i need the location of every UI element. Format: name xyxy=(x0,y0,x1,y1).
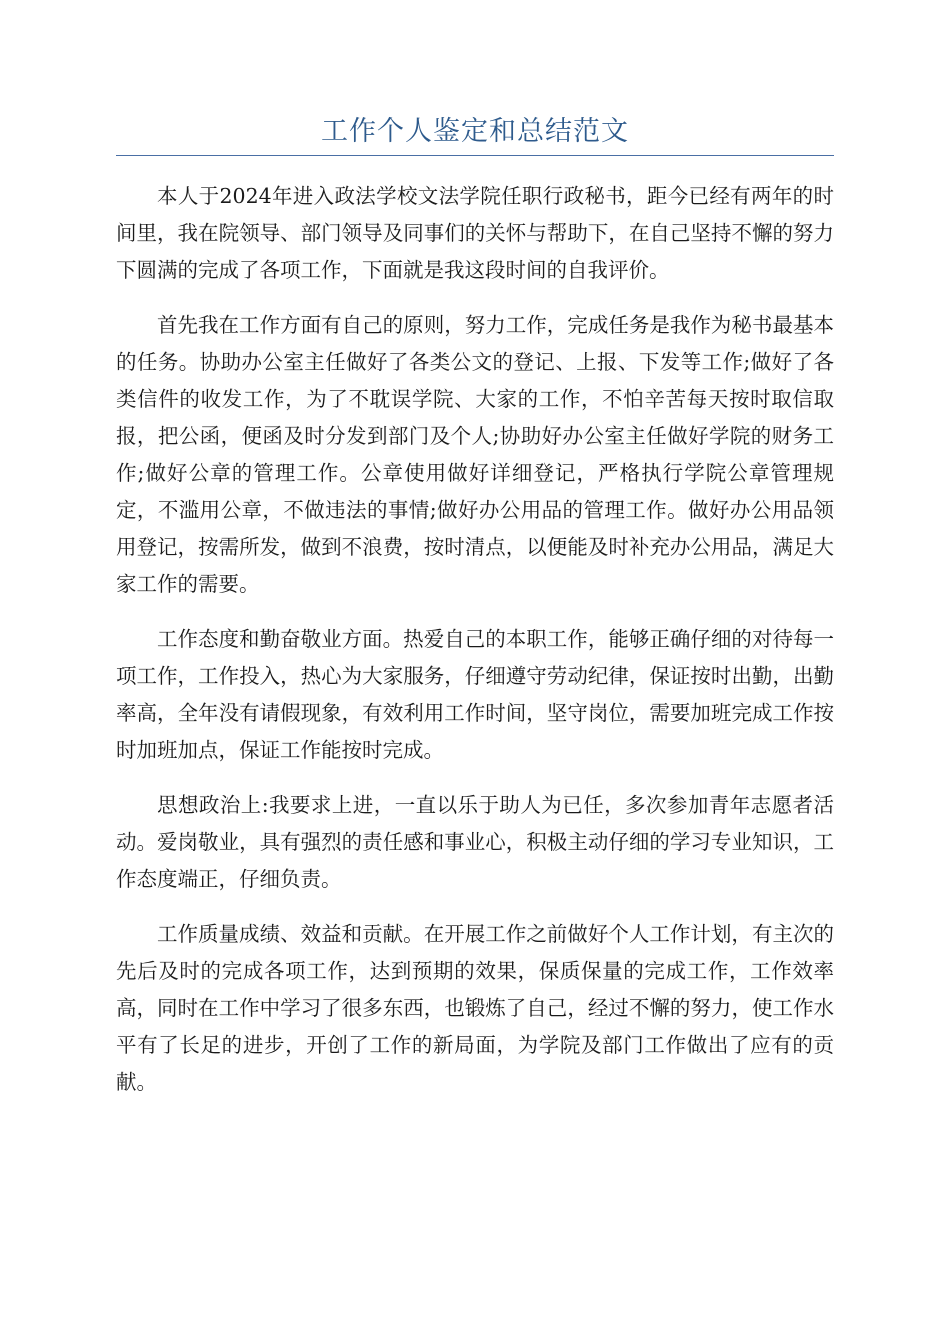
paragraph-work-attitude: 工作态度和勤奋敬业方面。热爱自己的本职工作，能够正确仔细的对待每一项工作，工作投入，热心为大家服务，仔细遵守劳动纪律，保证按时出勤，出勤率高，全年没有请假现象，有效利用工作时间，坚守岗位，需要加班完成工作按时加班加点，保证工作能按时完成。 xyxy=(116,627,834,763)
paragraph-work-principles: 首先我在工作方面有自己的原则，努力工作，完成任务是我作为秘书最基本的任务。协助办公室主任做好了各类公文的登记、上报、下发等工作;做好了各类信件的收发工作，为了不耽误学院、大家的工作，不怕辛苦每天按时取信取报，把公函，便函及时分发到部门及个人;协助好办公室主任做好学院的财务工作;做好公章的管理工作。公章使用做好详细登记，严格执行学院公章管理规定，不滥用公章，不做违法的事情;做好办公用品的管理工作。做好办公用品领用登记，按需所发，做到不浪费，按时清点，以便能及时补充办公用品，满足大家工作的需要。 xyxy=(116,313,834,597)
paragraph-intro: 本人于2024年进入政法学校文法学院任职行政秘书，距今已经有两年的时间里，我在院领导、部门领导及同事们的关怀与帮助下，在自己坚持不懈的努力下圆满的完成了各项工作，下面就是我这段时间的自我评价。 xyxy=(116,184,834,283)
paragraph-work-quality: 工作质量成绩、效益和贡献。在开展工作之前做好个人工作计划，有主次的先后及时的完成各项工作，达到预期的效果，保质保量的完成工作，工作效率高，同时在工作中学习了很多东西，也锻炼了自己，经过不懈的努力，使工作水平有了长足的进步，开创了工作的新局面，为学院及部门工作做出了应有的贡献。 xyxy=(116,922,834,1095)
paragraph-political-thought: 思想政治上:我要求上进，一直以乐于助人为已任，多次参加青年志愿者活动。爱岗敬业，具有强烈的责任感和事业心，积极主动仔细的学习专业知识，工作态度端正，仔细负责。 xyxy=(116,793,834,892)
document-title: 工作个人鉴定和总结范文 xyxy=(116,112,834,156)
document-body xyxy=(116,178,834,1101)
